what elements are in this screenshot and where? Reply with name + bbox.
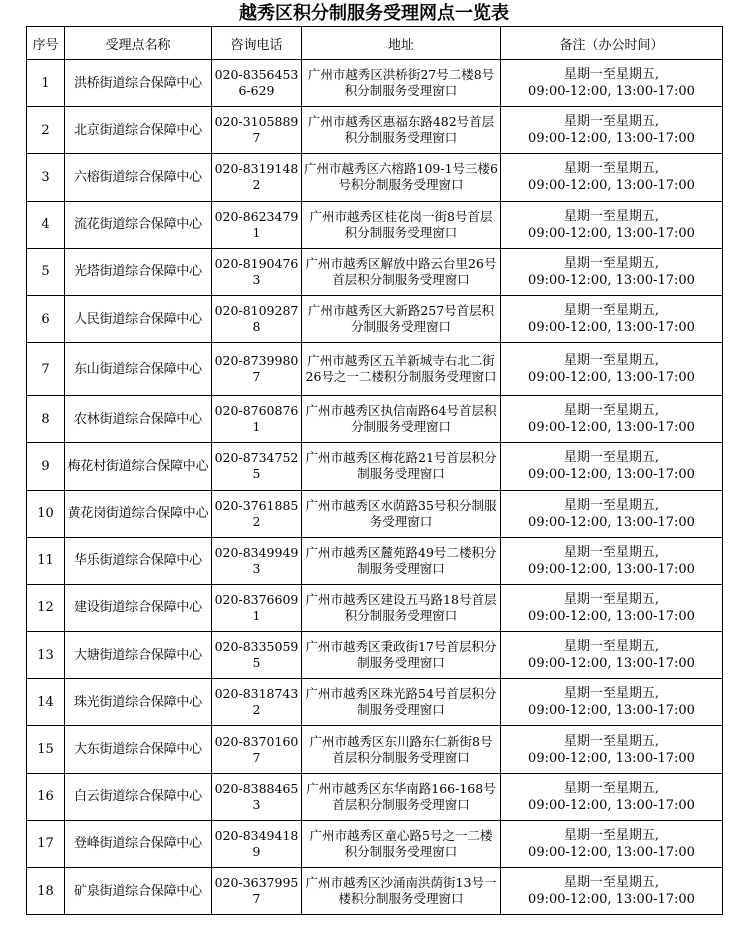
cell-name: 北京街道综合保障中心 xyxy=(65,107,212,154)
note-hours: 09:00-12:00, 13:00-17:00 xyxy=(528,844,695,860)
header-name: 受理点名称 xyxy=(65,27,212,60)
note-days: 星期一至星期五, xyxy=(563,450,660,466)
cell-name: 黄花岗街道综合保障中心 xyxy=(65,490,212,537)
cell-phone: 020-83187432 xyxy=(212,679,302,726)
note-hours: 09:00-12:00, 13:00-17:00 xyxy=(528,420,695,436)
table-row xyxy=(27,443,723,490)
cell-address: 广州市越秀区六榕路109-1号三楼6号积分制服务受理窗口 xyxy=(302,154,501,201)
table-header-row xyxy=(27,27,723,60)
service-points-table xyxy=(26,26,723,915)
cell-phone: 020-83564536-629 xyxy=(212,60,302,107)
cell-address: 广州市越秀区惠福东路482号首层积分制服务受理窗口 xyxy=(302,107,501,154)
cell-note xyxy=(501,773,723,820)
note-days: 星期一至星期五, xyxy=(563,208,660,224)
table-row xyxy=(27,107,723,154)
cell-note xyxy=(501,107,723,154)
cell-note xyxy=(501,726,723,773)
header-note: 备注（办公时间） xyxy=(501,27,723,60)
cell-address: 广州市越秀区东华南路166-168号首层积分制服务受理窗口 xyxy=(302,773,501,820)
cell-address: 广州市越秀区桂花岗一街8号首层积分制服务受理窗口 xyxy=(302,201,501,248)
cell-note xyxy=(501,60,723,107)
table-row xyxy=(27,868,723,915)
table-row xyxy=(27,248,723,295)
cell-no: 1 xyxy=(27,60,65,107)
header-address: 地址 xyxy=(302,27,501,60)
cell-address: 广州市越秀区大新路257号首层积分制服务受理窗口 xyxy=(302,295,501,342)
table-row xyxy=(27,201,723,248)
note-days: 星期一至星期五, xyxy=(563,544,660,560)
cell-note xyxy=(501,868,723,915)
note-days: 星期一至星期五, xyxy=(563,67,660,83)
cell-phone: 020-87347525 xyxy=(212,443,302,490)
cell-address: 广州市越秀区解放中路云台里26号首层积分制服务受理窗口 xyxy=(302,248,501,295)
table-row xyxy=(27,60,723,107)
header-no: 序号 xyxy=(27,27,65,60)
cell-name: 农林街道综合保障中心 xyxy=(65,396,212,443)
cell-phone: 020-83499493 xyxy=(212,537,302,584)
cell-no: 18 xyxy=(27,868,65,915)
table-row xyxy=(27,726,723,773)
cell-note xyxy=(501,343,723,396)
cell-name: 华乐街道综合保障中心 xyxy=(65,537,212,584)
cell-phone: 020-87399807 xyxy=(212,343,302,396)
cell-no: 8 xyxy=(27,396,65,443)
header-phone: 咨询电话 xyxy=(212,27,302,60)
note-days: 星期一至星期五, xyxy=(563,255,660,271)
note-days: 星期一至星期五, xyxy=(563,591,660,607)
cell-address: 广州市越秀区麓苑路49号二楼积分制服务受理窗口 xyxy=(302,537,501,584)
note-days: 星期一至星期五, xyxy=(563,639,660,655)
cell-phone: 020-36379957 xyxy=(212,868,302,915)
cell-name: 流花街道综合保障中心 xyxy=(65,201,212,248)
page-title: 越秀区积分制服务受理网点一览表 xyxy=(239,3,509,24)
note-hours: 09:00-12:00, 13:00-17:00 xyxy=(528,467,695,483)
table-row xyxy=(27,679,723,726)
table-row xyxy=(27,773,723,820)
note-hours: 09:00-12:00, 13:00-17:00 xyxy=(528,561,695,577)
cell-name: 矿泉街道综合保障中心 xyxy=(65,868,212,915)
table-row xyxy=(27,632,723,679)
note-hours: 09:00-12:00, 13:00-17:00 xyxy=(528,320,695,336)
cell-phone: 020-83494189 xyxy=(212,820,302,867)
cell-no: 4 xyxy=(27,201,65,248)
cell-address: 广州市越秀区梅花路21号首层积分制服务受理窗口 xyxy=(302,443,501,490)
cell-note xyxy=(501,295,723,342)
cell-no: 9 xyxy=(27,443,65,490)
table-row xyxy=(27,396,723,443)
cell-phone: 020-83701607 xyxy=(212,726,302,773)
note-days: 星期一至星期五, xyxy=(563,403,660,419)
table-row xyxy=(27,343,723,396)
cell-phone: 020-83884653 xyxy=(212,773,302,820)
note-days: 星期一至星期五, xyxy=(563,875,660,891)
cell-no: 15 xyxy=(27,726,65,773)
cell-phone: 020-86234791 xyxy=(212,201,302,248)
cell-note xyxy=(501,154,723,201)
cell-note xyxy=(501,490,723,537)
cell-note xyxy=(501,679,723,726)
cell-name: 大东街道综合保障中心 xyxy=(65,726,212,773)
note-hours: 09:00-12:00, 13:00-17:00 xyxy=(528,797,695,813)
note-days: 星期一至星期五, xyxy=(563,780,660,796)
note-days: 星期一至星期五, xyxy=(563,353,660,369)
table-row xyxy=(27,490,723,537)
cell-no: 2 xyxy=(27,107,65,154)
cell-no: 13 xyxy=(27,632,65,679)
cell-no: 10 xyxy=(27,490,65,537)
cell-no: 17 xyxy=(27,820,65,867)
cell-name: 白云街道综合保障中心 xyxy=(65,773,212,820)
note-hours: 09:00-12:00, 13:00-17:00 xyxy=(528,178,695,194)
cell-phone: 020-83191482 xyxy=(212,154,302,201)
cell-phone: 020-81092878 xyxy=(212,295,302,342)
cell-phone: 020-83350595 xyxy=(212,632,302,679)
cell-address: 广州市越秀区洪桥街27号二楼8号积分制服务受理窗口 xyxy=(302,60,501,107)
cell-no: 14 xyxy=(27,679,65,726)
cell-phone: 020-81904763 xyxy=(212,248,302,295)
note-hours: 09:00-12:00, 13:00-17:00 xyxy=(528,225,695,241)
note-hours: 09:00-12:00, 13:00-17:00 xyxy=(528,892,695,908)
cell-name: 人民街道综合保障中心 xyxy=(65,295,212,342)
note-hours: 09:00-12:00, 13:00-17:00 xyxy=(528,750,695,766)
note-days: 星期一至星期五, xyxy=(563,827,660,843)
cell-note xyxy=(501,396,723,443)
cell-no: 16 xyxy=(27,773,65,820)
cell-name: 建设街道综合保障中心 xyxy=(65,584,212,631)
cell-note xyxy=(501,584,723,631)
cell-no: 11 xyxy=(27,537,65,584)
cell-no: 5 xyxy=(27,248,65,295)
cell-note xyxy=(501,632,723,679)
cell-phone: 020-31058897 xyxy=(212,107,302,154)
note-days: 星期一至星期五, xyxy=(563,686,660,702)
cell-name: 梅花村街道综合保障中心 xyxy=(65,443,212,490)
cell-address: 广州市越秀区秉政街17号首层积分制服务受理窗口 xyxy=(302,632,501,679)
cell-name: 珠光街道综合保障中心 xyxy=(65,679,212,726)
cell-no: 6 xyxy=(27,295,65,342)
cell-address: 广州市越秀区珠光路54号首层积分制服务受理窗口 xyxy=(302,679,501,726)
note-hours: 09:00-12:00, 13:00-17:00 xyxy=(528,131,695,147)
note-hours: 09:00-12:00, 13:00-17:00 xyxy=(528,656,695,672)
cell-note xyxy=(501,201,723,248)
note-hours: 09:00-12:00, 13:00-17:00 xyxy=(528,84,695,100)
table-row xyxy=(27,820,723,867)
note-hours: 09:00-12:00, 13:00-17:00 xyxy=(528,272,695,288)
cell-address: 广州市越秀区东川路东仁新街8号首层积分制服务受理窗口 xyxy=(302,726,501,773)
cell-name: 六榕街道综合保障中心 xyxy=(65,154,212,201)
cell-phone: 020-37618852 xyxy=(212,490,302,537)
note-hours: 09:00-12:00, 13:00-17:00 xyxy=(528,608,695,624)
cell-address: 广州市越秀区沙涌南洪荫街13号一楼积分制服务受理窗口 xyxy=(302,868,501,915)
cell-note xyxy=(501,443,723,490)
cell-name: 洪桥街道综合保障中心 xyxy=(65,60,212,107)
cell-phone: 020-83766091 xyxy=(212,584,302,631)
cell-name: 光塔街道综合保障中心 xyxy=(65,248,212,295)
cell-address: 广州市越秀区建设五马路18号首层积分制服务受理窗口 xyxy=(302,584,501,631)
note-days: 星期一至星期五, xyxy=(563,114,660,130)
note-days: 星期一至星期五, xyxy=(563,733,660,749)
cell-no: 12 xyxy=(27,584,65,631)
cell-address: 广州市越秀区五羊新城寺右北二街26号之一二楼积分制服务受理窗口 xyxy=(302,343,501,396)
note-days: 星期一至星期五, xyxy=(563,303,660,319)
cell-note xyxy=(501,248,723,295)
cell-no: 7 xyxy=(27,343,65,396)
note-hours: 09:00-12:00, 13:00-17:00 xyxy=(528,370,695,386)
table-row xyxy=(27,154,723,201)
cell-name: 东山街道综合保障中心 xyxy=(65,343,212,396)
cell-name: 大塘街道综合保障中心 xyxy=(65,632,212,679)
note-hours: 09:00-12:00, 13:00-17:00 xyxy=(528,514,695,530)
cell-no: 3 xyxy=(27,154,65,201)
note-hours: 09:00-12:00, 13:00-17:00 xyxy=(528,703,695,719)
table-row xyxy=(27,537,723,584)
table-row xyxy=(27,295,723,342)
note-days: 星期一至星期五, xyxy=(563,161,660,177)
cell-address: 广州市越秀区水荫路35号积分制服务受理窗口 xyxy=(302,490,501,537)
cell-note xyxy=(501,820,723,867)
cell-name: 登峰街道综合保障中心 xyxy=(65,820,212,867)
cell-address: 广州市越秀区童心路5号之一二楼积分制服务受理窗口 xyxy=(302,820,501,867)
cell-phone: 020-87608761 xyxy=(212,396,302,443)
cell-note xyxy=(501,537,723,584)
cell-address: 广州市越秀区执信南路64号首层积分制服务受理窗口 xyxy=(302,396,501,443)
table-row xyxy=(27,584,723,631)
note-days: 星期一至星期五, xyxy=(563,497,660,513)
